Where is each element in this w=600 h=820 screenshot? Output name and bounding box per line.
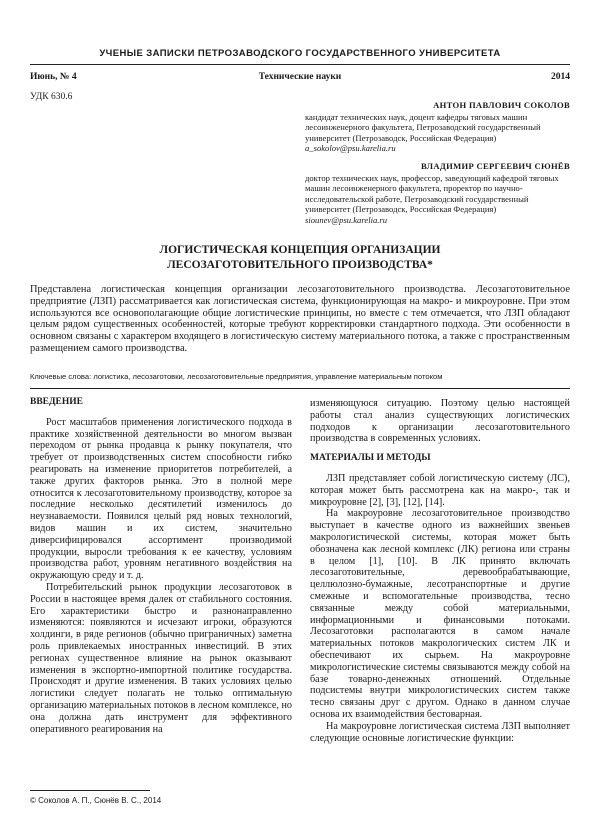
- paragraph: На макроуровне лесозаготовительное производство выступает в качестве одного из важнейших звеньев макрологистической системы, которая может быть обозначена как лесной комплекс (ЛК) региона или страны в целом [1], [10]. В ЛК принято включать лесозаготовительные, деревообрабатывающие, целлюлозно-бумажные, лесотранспортные и другие смежные и вспомогательные производства, тесно связанные между собой материальными, информационными и финансовыми потоками. Лесозаготовки располагаются в самом начале материальных потоков макрологических систем ЛК и обеспечивают их сырьем. На макроуровне микрологистические системы связываются между собой на базе товарно-денежных отношений. Отдельные подсистемы внутри микрологистических систем также тесно связаны друг с другом. Однако в данном случае основа их взаимодействия бестоварная.: [310, 508, 570, 720]
- author-affiliation: доктор технических наук, профессор, заведующий кафедрой тяговых машин лесоинженерного факультета, проректор по научно-исследовательской работе, Петрозаводский государственный университет (Петрозаводск, Российская Федерация): [305, 172, 559, 215]
- title-line: ЛОГИСТИЧЕСКАЯ КОНЦЕПЦИЯ ОРГАНИЗАЦИИ: [159, 244, 441, 256]
- keywords: Ключевые слова: логистика, лесозаготовки, лесозаготовительные предприятия, управление материальным потоком: [30, 372, 443, 381]
- journal-title: УЧЕНЫЕ ЗАПИСКИ ПЕТРОЗАВОДСКОГО ГОСУДАРСТВЕННОГО УНИВЕРСИТЕТА: [99, 48, 501, 59]
- author-name: ВЛАДИМИР СЕРГЕЕВИЧ СЮНЁВ: [420, 161, 570, 171]
- article-page: [30, 0, 570, 820]
- abstract: Представлена логистическая концепция организации лесозаготовительного производства. Лесозаготовительное предприятие (ЛЗП) рассматривается как логистическая система, функционирующая на макро- и микроуровне. При этом используются все основополагающие общие логистические принципы, но вместе с тем отмечается, что ЛЗП обладают целым рядом существенных особенностей, которые требуют корректировки стандартного подхода. Эти особенности в основном связаны с характером входящего в логистическую систему материального потока, а также с пространственным размещением самого производства.: [30, 284, 570, 354]
- author-email[interactable]: a_sokolov@psu.karelia.ru: [305, 143, 396, 154]
- article-title: [30, 243, 570, 273]
- section-heading: ВВЕДЕНИЕ: [30, 397, 83, 407]
- left-column: [30, 397, 292, 735]
- paragraph: ЛЗП представляет собой логистическую систему (ЛС), которая может быть рассмотрена как на макро-, так и микроуровне [2], [3], [12], [14].: [310, 472, 570, 508]
- section-heading: МАТЕРИАЛЫ И МЕТОДЫ: [310, 453, 431, 464]
- udk-code: УДК 630.6: [30, 92, 73, 102]
- title-line: ЛЕСОЗАГОТОВИТЕЛЬНОГО ПРОИЗВОДСТВА*: [167, 259, 433, 271]
- paragraph: изменяющуюся ситуацию. Поэтому целью настоящей работы стал анализ существующих логистических подходов к организации лесозаготовительного производства в современных условиях.: [310, 398, 570, 445]
- issue-number: Июнь, № 4: [30, 72, 77, 82]
- copyright: © Соколов А. П., Сюнёв В. С., 2014: [30, 796, 162, 805]
- paragraph: Рост масштабов применения логистического подхода в практике хозяйственной деятельности во многом вызван переходом от рынка продавца к рынку покупателя, что требует от производственных систем способности гибко реагировать на изменение приоритетов потребителей, а также других факторов рынка. Это в полной мере относится к лесозаготовительному производству, которое за последние несколько десятилетий изменилось до неузнаваемости. Появился целый ряд новых технологий, видов машин и их систем, значительно диверсифицировался ассортимент производимой продукции, выросли требования к ее качеству, условиям производства работ, уровням негативного воздействия на окружающую среду и т. д.: [30, 416, 292, 582]
- author-affiliation: кандидат технических наук, доцент кафедры тяговых машин лесоинженерного факультета, Петрозаводский государственный университет (Петрозаводск, Российская Федерация): [305, 111, 541, 143]
- footnote-rule: [30, 790, 150, 791]
- author-block: [305, 100, 570, 154]
- paragraph: На макроуровне логистическая система ЛЗП выполняет следующие основные логистические функции:: [310, 720, 570, 744]
- author-name: АНТОН ПАВЛОВИЧ СОКОЛОВ: [433, 100, 570, 110]
- right-column: [310, 398, 570, 744]
- section-name: Технические науки: [258, 72, 342, 82]
- keywords-rule: [30, 388, 570, 389]
- header-rule: [30, 64, 570, 65]
- author-block: [305, 161, 570, 226]
- author-email[interactable]: siounev@psu.karelia.ru: [305, 214, 388, 225]
- issue-year: 2014: [551, 72, 570, 82]
- paragraph: Потребительский рынок продукции лесозаготовок в России в настоящее время далек от стабильного состояния. Его характеристики быстро и разнонаправленно изменяются: появляются и исчезают игроки, образуются холдинги, в ряде регионов (обычно приграничных) заметна роль привлекаемых иностранных инвестиций. В этих регионах существенное влияние на рынок оказывают изменения в экспортно-импортной политике государства. Происходят и другие изменения. В таких условиях целью логистики следует полагать не только оптимальную организацию материальных потоков в лесном комплексе, но она должна дать инструмент для эффективного оперативного реагирования на: [30, 581, 292, 735]
